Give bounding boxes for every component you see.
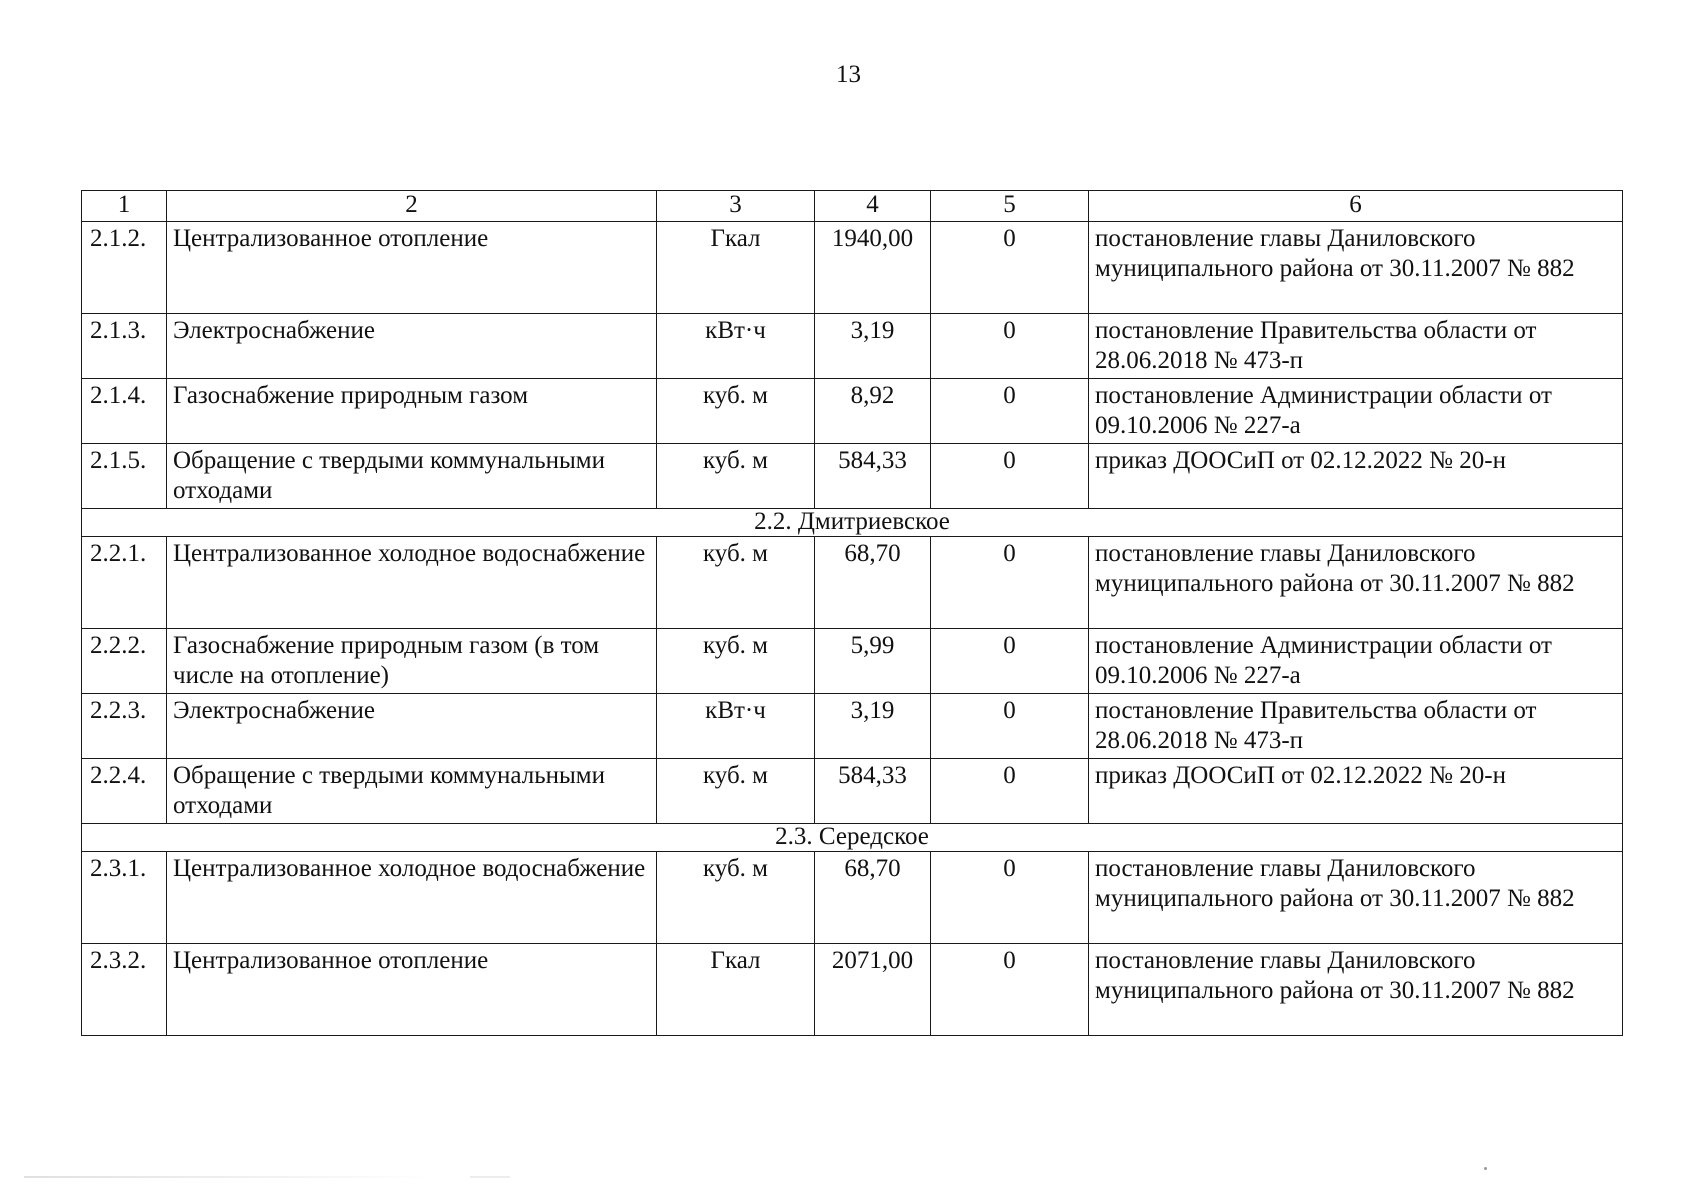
row-number: 2.3.1.	[82, 852, 167, 944]
norm-value: 2071,00	[815, 944, 931, 1036]
tariff-table	[81, 190, 1623, 1036]
legal-basis: постановление главы Даниловского муниципального района от 30.11.2007 № 882	[1089, 537, 1623, 629]
table-row	[82, 629, 1623, 694]
norm-value: 584,33	[815, 444, 931, 509]
scan-artifact	[470, 1176, 510, 1178]
legal-basis: постановление Администрации области от 09.10.2006 № 227-а	[1089, 379, 1623, 444]
table-row	[82, 694, 1623, 759]
section-title: 2.3. Середское	[82, 824, 1623, 852]
row-number: 2.1.4.	[82, 379, 167, 444]
scan-artifact	[1484, 1167, 1487, 1170]
legal-basis: постановление Правительства области от 28.06.2018 № 473-п	[1089, 694, 1623, 759]
norm-value: 3,19	[815, 694, 931, 759]
column-5-value: 0	[931, 222, 1089, 314]
column-5-value: 0	[931, 314, 1089, 379]
page-number: 13	[836, 61, 861, 88]
column-5-value: 0	[931, 852, 1089, 944]
table-header-row	[82, 191, 1623, 222]
row-number: 2.2.1.	[82, 537, 167, 629]
row-number: 2.2.2.	[82, 629, 167, 694]
section-row	[82, 509, 1623, 537]
column-5-value: 0	[931, 694, 1089, 759]
norm-value: 68,70	[815, 537, 931, 629]
section-title: 2.2. Дмитриевское	[82, 509, 1623, 537]
row-number: 2.3.2.	[82, 944, 167, 1036]
table-row	[82, 759, 1623, 824]
column-header: 5	[931, 191, 1089, 222]
table-body	[82, 222, 1623, 1036]
unit-of-measure: куб. м	[657, 852, 815, 944]
table-row	[82, 852, 1623, 944]
legal-basis: постановление Правительства области от 28.06.2018 № 473-п	[1089, 314, 1623, 379]
column-header: 4	[815, 191, 931, 222]
norm-value: 3,19	[815, 314, 931, 379]
unit-of-measure: куб. м	[657, 629, 815, 694]
table-row	[82, 222, 1623, 314]
service-name: Централизованное холодное водоснабжение	[167, 852, 657, 944]
norm-value: 584,33	[815, 759, 931, 824]
norm-value: 5,99	[815, 629, 931, 694]
unit-of-measure: куб. м	[657, 537, 815, 629]
legal-basis: постановление Администрации области от 09.10.2006 № 227-а	[1089, 629, 1623, 694]
column-5-value: 0	[931, 629, 1089, 694]
unit-of-measure: Гкал	[657, 944, 815, 1036]
unit-of-measure: кВт·ч	[657, 314, 815, 379]
norm-value: 8,92	[815, 379, 931, 444]
legal-basis: приказ ДООСиП от 02.12.2022 № 20-н	[1089, 759, 1623, 824]
column-5-value: 0	[931, 944, 1089, 1036]
row-number: 2.1.5.	[82, 444, 167, 509]
section-row	[82, 824, 1623, 852]
column-5-value: 0	[931, 379, 1089, 444]
legal-basis: приказ ДООСиП от 02.12.2022 № 20-н	[1089, 444, 1623, 509]
service-name: Централизованное отопление	[167, 944, 657, 1036]
service-name: Обращение с твердыми коммунальными отходами	[167, 759, 657, 824]
service-name: Газоснабжение природным газом (в том числе на отопление)	[167, 629, 657, 694]
service-name: Газоснабжение природным газом	[167, 379, 657, 444]
legal-basis: постановление главы Даниловского муниципального района от 30.11.2007 № 882	[1089, 944, 1623, 1036]
legal-basis: постановление главы Даниловского муниципального района от 30.11.2007 № 882	[1089, 222, 1623, 314]
unit-of-measure: куб. м	[657, 444, 815, 509]
column-5-value: 0	[931, 537, 1089, 629]
column-header: 1	[82, 191, 167, 222]
norm-value: 68,70	[815, 852, 931, 944]
row-number: 2.2.4.	[82, 759, 167, 824]
row-number: 2.2.3.	[82, 694, 167, 759]
service-name: Централизованное отопление	[167, 222, 657, 314]
service-name: Электроснабжение	[167, 694, 657, 759]
unit-of-measure: Гкал	[657, 222, 815, 314]
scan-artifact	[24, 1176, 434, 1178]
table-row	[82, 314, 1623, 379]
row-number: 2.1.3.	[82, 314, 167, 379]
norm-value: 1940,00	[815, 222, 931, 314]
table-row	[82, 444, 1623, 509]
unit-of-measure: кВт·ч	[657, 694, 815, 759]
column-5-value: 0	[931, 759, 1089, 824]
service-name: Обращение с твердыми коммунальными отходами	[167, 444, 657, 509]
service-name: Электроснабжение	[167, 314, 657, 379]
legal-basis: постановление главы Даниловского муниципального района от 30.11.2007 № 882	[1089, 852, 1623, 944]
table-row	[82, 537, 1623, 629]
column-header: 6	[1089, 191, 1623, 222]
column-header: 3	[657, 191, 815, 222]
unit-of-measure: куб. м	[657, 379, 815, 444]
column-5-value: 0	[931, 444, 1089, 509]
column-header: 2	[167, 191, 657, 222]
service-name: Централизованное холодное водоснабжение	[167, 537, 657, 629]
row-number: 2.1.2.	[82, 222, 167, 314]
table-row	[82, 944, 1623, 1036]
table-row	[82, 379, 1623, 444]
unit-of-measure: куб. м	[657, 759, 815, 824]
